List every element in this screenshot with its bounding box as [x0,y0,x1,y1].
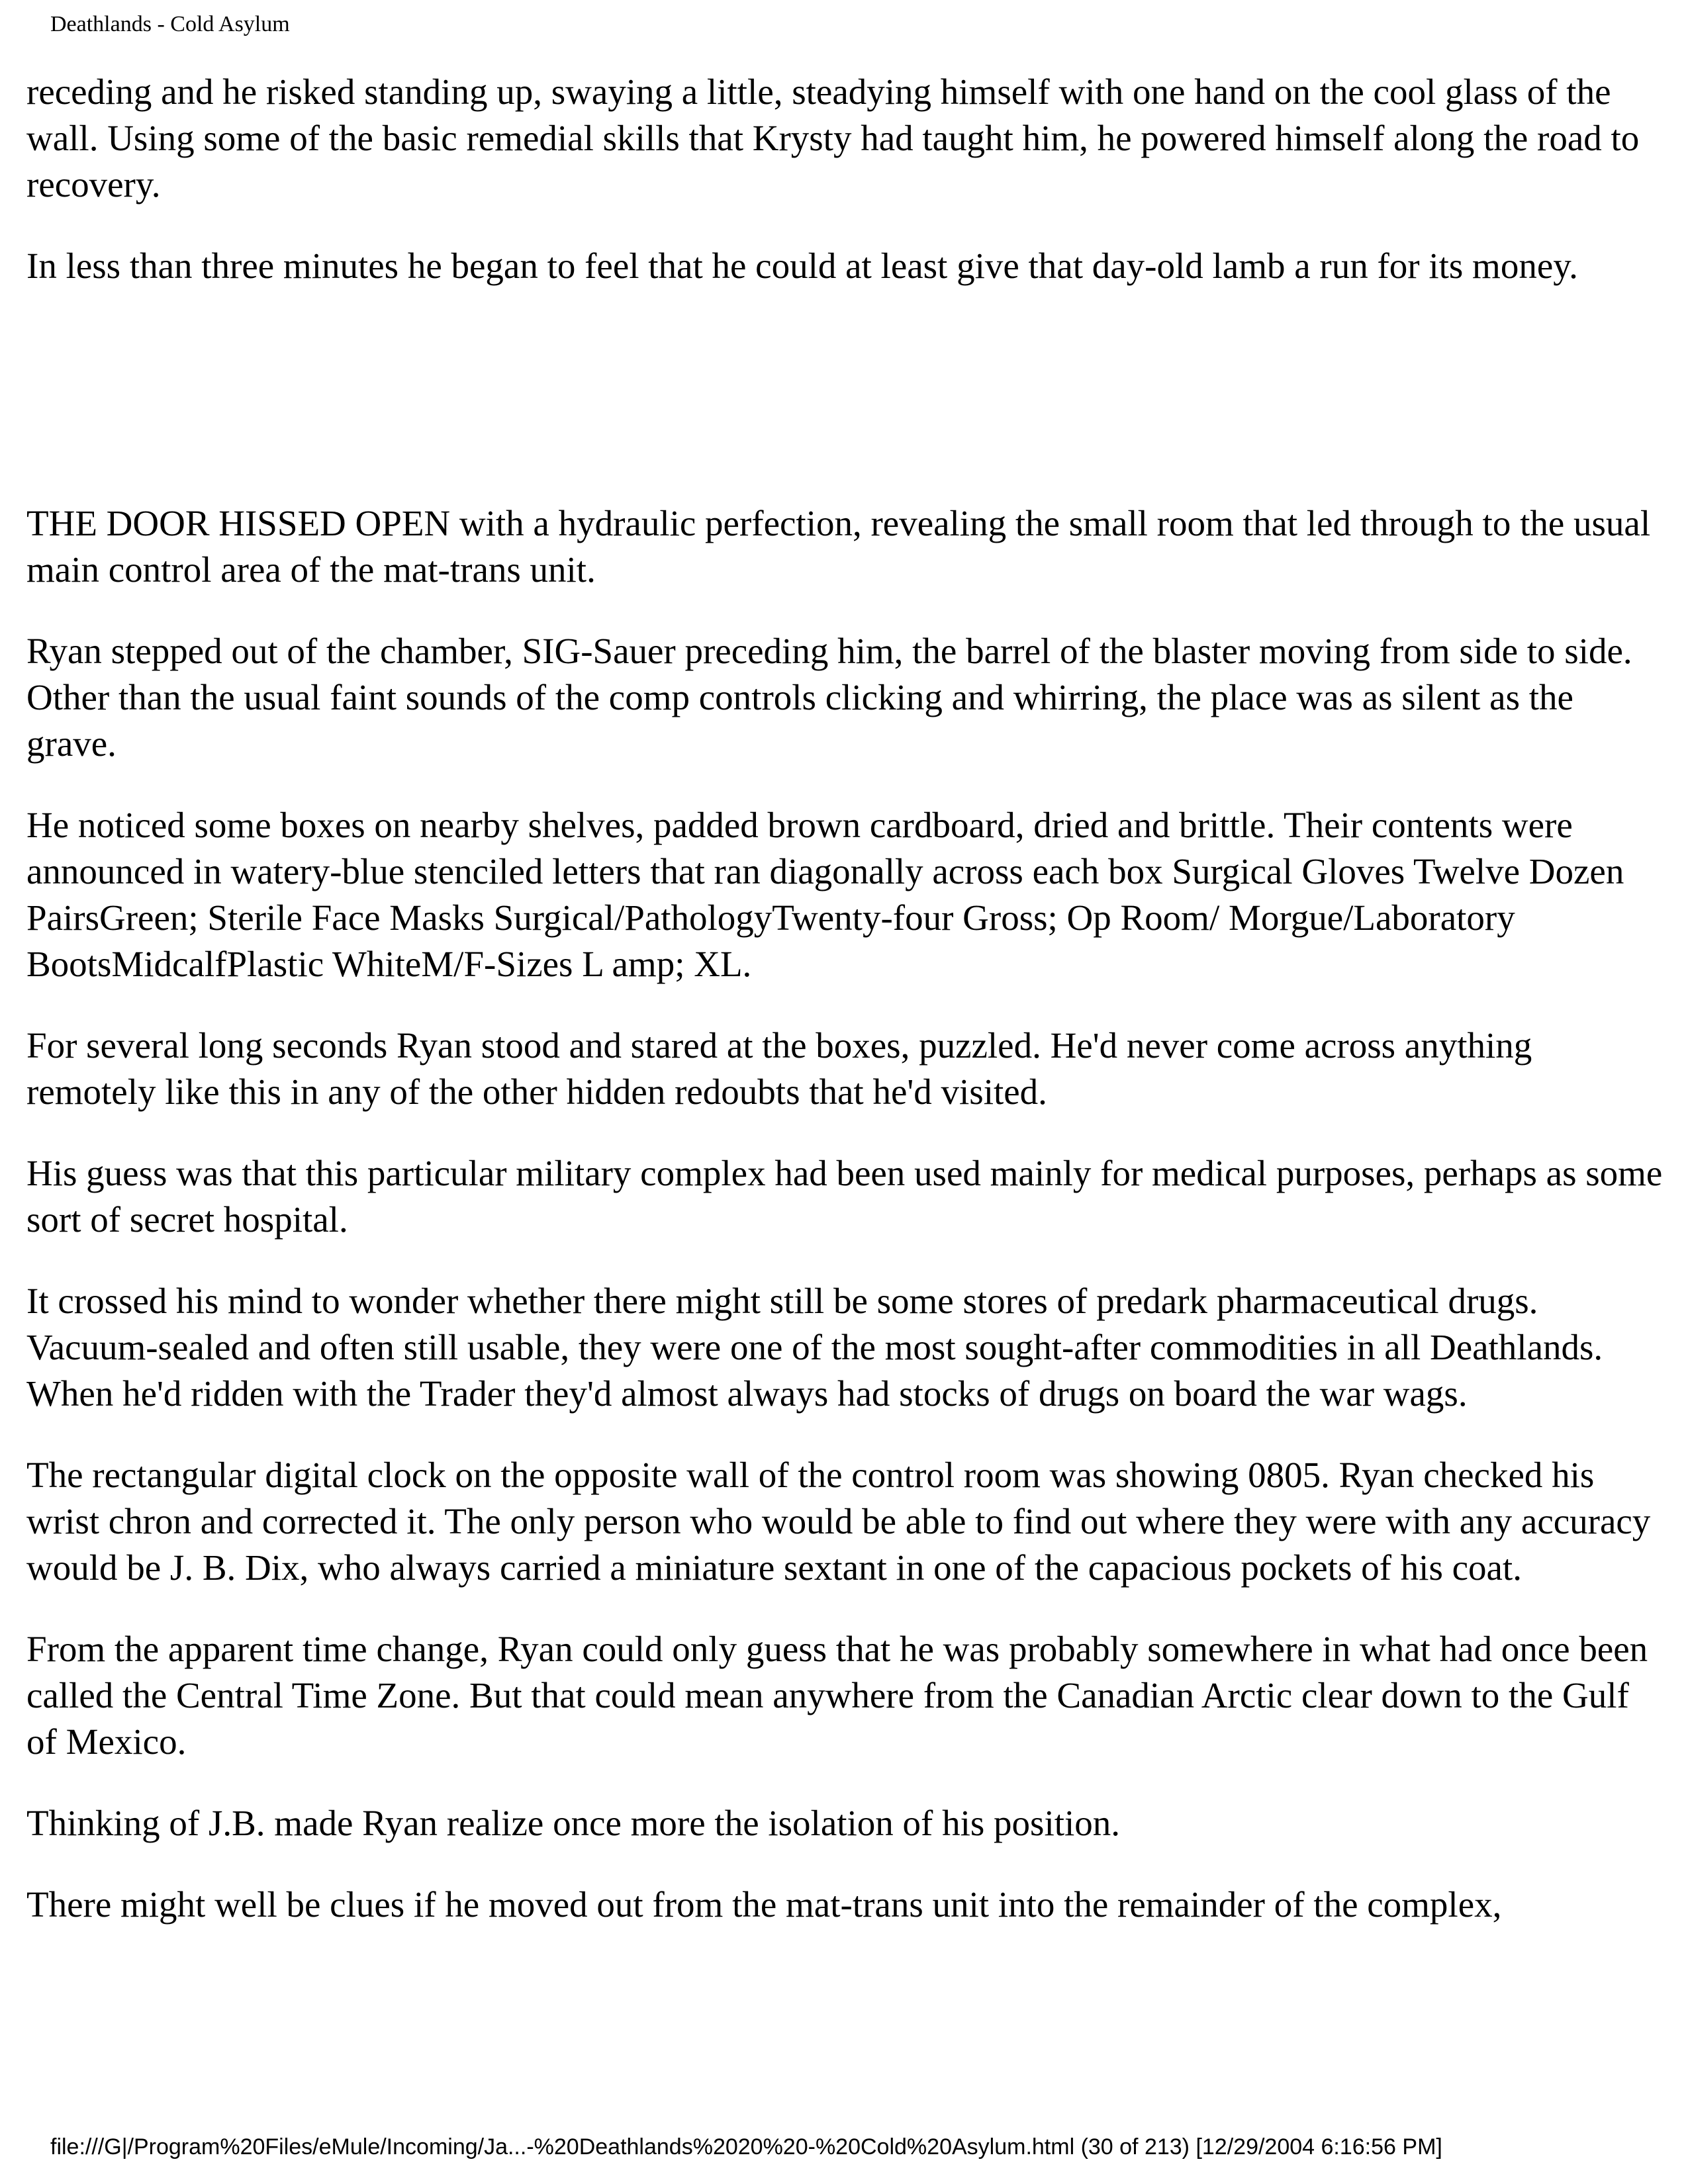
document-body [26,69,1668,1928]
paragraph: The rectangular digital clock on the opposite wall of the control room was showing 0805. Ryan checked his wrist chron and corrected it. The only person who would be able to find out where they were with any accuracy would be J. B. Dix, who always carried a miniature sextant in one of the capacious pockets of his coat. [26,1455,1651,1588]
paragraph: His guess was that this particular military complex had been used mainly for medical purposes, perhaps as some sort of secret hospital. [26,1153,1663,1240]
paragraph: receding and he risked standing up, swaying a little, steadying himself with one hand on the cool glass of the wall. Using some of the basic remedial skills that Krysty had taught him, he powered himself along the road to recovery. [26,71,1640,205]
paragraph: In less than three minutes he began to feel that he could at least give that day-old lamb a run for its money. [26,246,1578,286]
paragraph: It crossed his mind to wonder whether there might still be some stores of predark pharmaceutical drugs. Vacuum-sealed and often still usable, they were one of the most sought-after commodities in all Deathlands. When he'd ridden with the Trader they'd almost always had stocks of drugs on board the war wags. [26,1281,1603,1414]
page-header-title: Deathlands - Cold Asylum [50,12,290,36]
paragraph: THE DOOR HISSED OPEN with a hydraulic perfection, revealing the small room that led through to the usual main control area of the mat-trans unit. [26,503,1651,590]
paragraph: Thinking of J.B. made Ryan realize once more the isolation of his position. [26,1803,1121,1843]
paragraph: He noticed some boxes on nearby shelves, padded brown cardboard, dried and brittle. Their contents were announced in watery-blue stenciled letters that ran diagonally across each box Surgical Gloves Twelve Dozen PairsGreen; Sterile Face Masks Surgical/PathologyTwenty-four Gross; Op Room/ Morgue/Laboratory BootsMidcalfPlastic WhiteM/F-Sizes L amp; XL. [26,805,1624,984]
paragraph: From the apparent time change, Ryan could only guess that he was probably somewhere in what had once been called the Central Time Zone. But that could mean anywhere from the Canadian Arctic clear down to the Gulf of Mexico. [26,1629,1648,1762]
paragraph: There might well be clues if he moved out from the mat-trans unit into the remainder of the complex, [26,1884,1502,1925]
page-footer-path: file:///G|/Program%20Files/eMule/Incoming/Ja...-%20Deathlands%2020%20-%20Cold%20Asylum.html (30 of 213) [12/29/2004 6:16:56 PM] [50,2134,1442,2160]
paragraph: Ryan stepped out of the chamber, SIG-Sauer preceding him, the barrel of the blaster moving from side to side. Other than the usual faint sounds of the comp controls clicking and whirring, the place was as silent as the grave. [26,631,1632,764]
paragraph: For several long seconds Ryan stood and stared at the boxes, puzzled. He'd never come across anything remotely like this in any of the other hidden redoubts that he'd visited. [26,1025,1532,1112]
